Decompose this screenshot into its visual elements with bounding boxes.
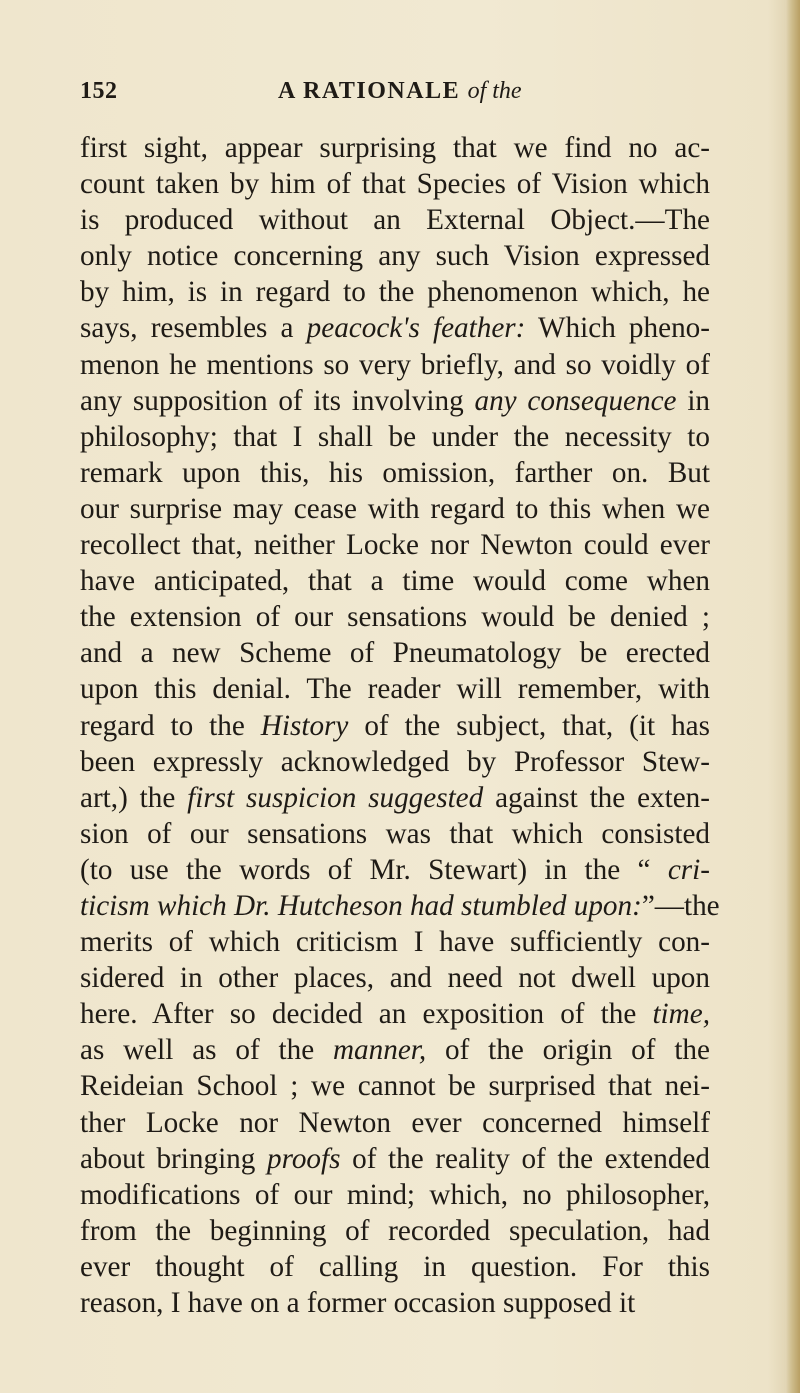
text-run: as well as of the (80, 1034, 333, 1067)
italic-text: cri- (667, 853, 710, 886)
text-line (80, 383, 710, 419)
page-number: 152 (80, 78, 118, 104)
italic-text: first suspicion suggested (187, 781, 484, 814)
text-line (80, 1032, 710, 1068)
text-line (80, 310, 710, 346)
text-line (80, 1213, 710, 1249)
running-title-main: A RATIONALE (278, 78, 461, 104)
running-title (278, 78, 522, 105)
text-line (80, 130, 710, 166)
text-line (80, 527, 710, 563)
text-run: been expressly acknowledged by Professor Stew- (80, 745, 710, 778)
body-text (80, 130, 720, 1321)
text-line (80, 202, 710, 238)
text-line (80, 888, 720, 924)
text-run: art,) the (80, 781, 188, 814)
text-line (80, 1141, 710, 1177)
page-edge-shadow (786, 0, 800, 1393)
text-run: count taken by him of that Species of Vision which (80, 168, 710, 201)
running-title-italic: of the (467, 78, 522, 104)
text-run: modifications of our mind; which, no philosopher, (80, 1178, 710, 1211)
text-line (80, 1105, 710, 1141)
text-run: of the reality of the extended (340, 1142, 710, 1175)
text-run: says, resembles a (80, 312, 307, 345)
text-run: philosophy; that I shall be under the necessity to (80, 420, 710, 453)
text-run: menon he mentions so very briefly, and so voidly of (80, 348, 710, 381)
italic-text: time, (652, 998, 710, 1031)
text-run: our surprise may cease with regard to this when we (80, 492, 710, 525)
text-line (80, 455, 710, 491)
text-line (80, 1249, 710, 1285)
text-run: merits of which criticism I have sufficiently con- (80, 926, 710, 959)
text-run: sidered in other places, and need not dwell upon (80, 962, 710, 995)
text-line (80, 816, 710, 852)
text-line (80, 960, 710, 996)
text-run: ther Locke nor Newton ever concerned himself (80, 1106, 710, 1139)
text-run: have anticipated, that a time would come when (80, 565, 710, 598)
text-line (80, 599, 710, 635)
italic-text: History (260, 709, 349, 742)
text-line (80, 852, 710, 888)
text-line (80, 708, 710, 744)
text-run: from the beginning of recorded speculation, had (80, 1214, 710, 1247)
text-run: any supposition of its involving (80, 384, 475, 417)
text-run: of the origin of the (426, 1034, 710, 1067)
text-line (80, 419, 710, 455)
text-line (80, 671, 710, 707)
text-line (80, 491, 710, 527)
italic-text: proofs (266, 1142, 341, 1175)
text-run: about bringing (80, 1142, 267, 1175)
text-line (80, 1068, 710, 1104)
text-run: reason, I have on a former occasion supposed it (80, 1287, 636, 1319)
text-run: and a new Scheme of Pneumatology be erected (80, 637, 710, 670)
text-line (80, 238, 710, 274)
text-run: ever thought of calling in question. For this (80, 1250, 710, 1283)
italic-text: any consequence (474, 384, 677, 417)
text-run: is produced without an External Object.—The (80, 204, 710, 237)
text-line (80, 635, 710, 671)
text-run: recollect that, neither Locke nor Newton could ever (80, 529, 710, 562)
running-header (80, 78, 700, 114)
text-run: Reideian School ; we cannot be surprised that nei- (80, 1070, 710, 1103)
text-run: the extension of our sensations would be denied ; (80, 601, 710, 634)
text-line (80, 924, 710, 960)
text-line (80, 780, 710, 816)
text-run: in (676, 384, 711, 417)
text-run: regard to the (80, 709, 261, 742)
text-line (80, 1177, 710, 1213)
text-run: only notice concerning any such Vision expressed (80, 240, 710, 273)
italic-text: manner, (332, 1034, 427, 1067)
text-run: against the exten- (483, 781, 710, 814)
text-line (80, 166, 710, 202)
text-line (80, 1285, 710, 1321)
text-run: remark upon this, his omission, farther on. But (80, 456, 710, 489)
text-run: (to use the words of Mr. Stewart) in the “ (80, 853, 668, 886)
text-run: of the subject, that, (it has (348, 709, 710, 742)
text-run: ”—the (641, 889, 720, 922)
text-run: upon this denial. The reader will remember, with (80, 673, 710, 706)
text-run: first sight, appear surprising that we find no ac- (80, 132, 710, 164)
italic-text: peacock's feather: (306, 312, 526, 345)
text-line (80, 274, 710, 310)
text-run: sion of our sensations was that which consisted (80, 817, 710, 850)
text-line (80, 563, 710, 599)
text-line (80, 744, 710, 780)
text-line (80, 996, 710, 1032)
italic-text: ticism which Dr. Hutcheson had stumbled upon: (80, 889, 642, 922)
text-run: here. After so decided an exposition of the (80, 998, 653, 1031)
text-line (80, 347, 710, 383)
text-run: Which pheno- (525, 312, 710, 345)
text-run: by him, is in regard to the phenomenon which, he (80, 276, 710, 309)
